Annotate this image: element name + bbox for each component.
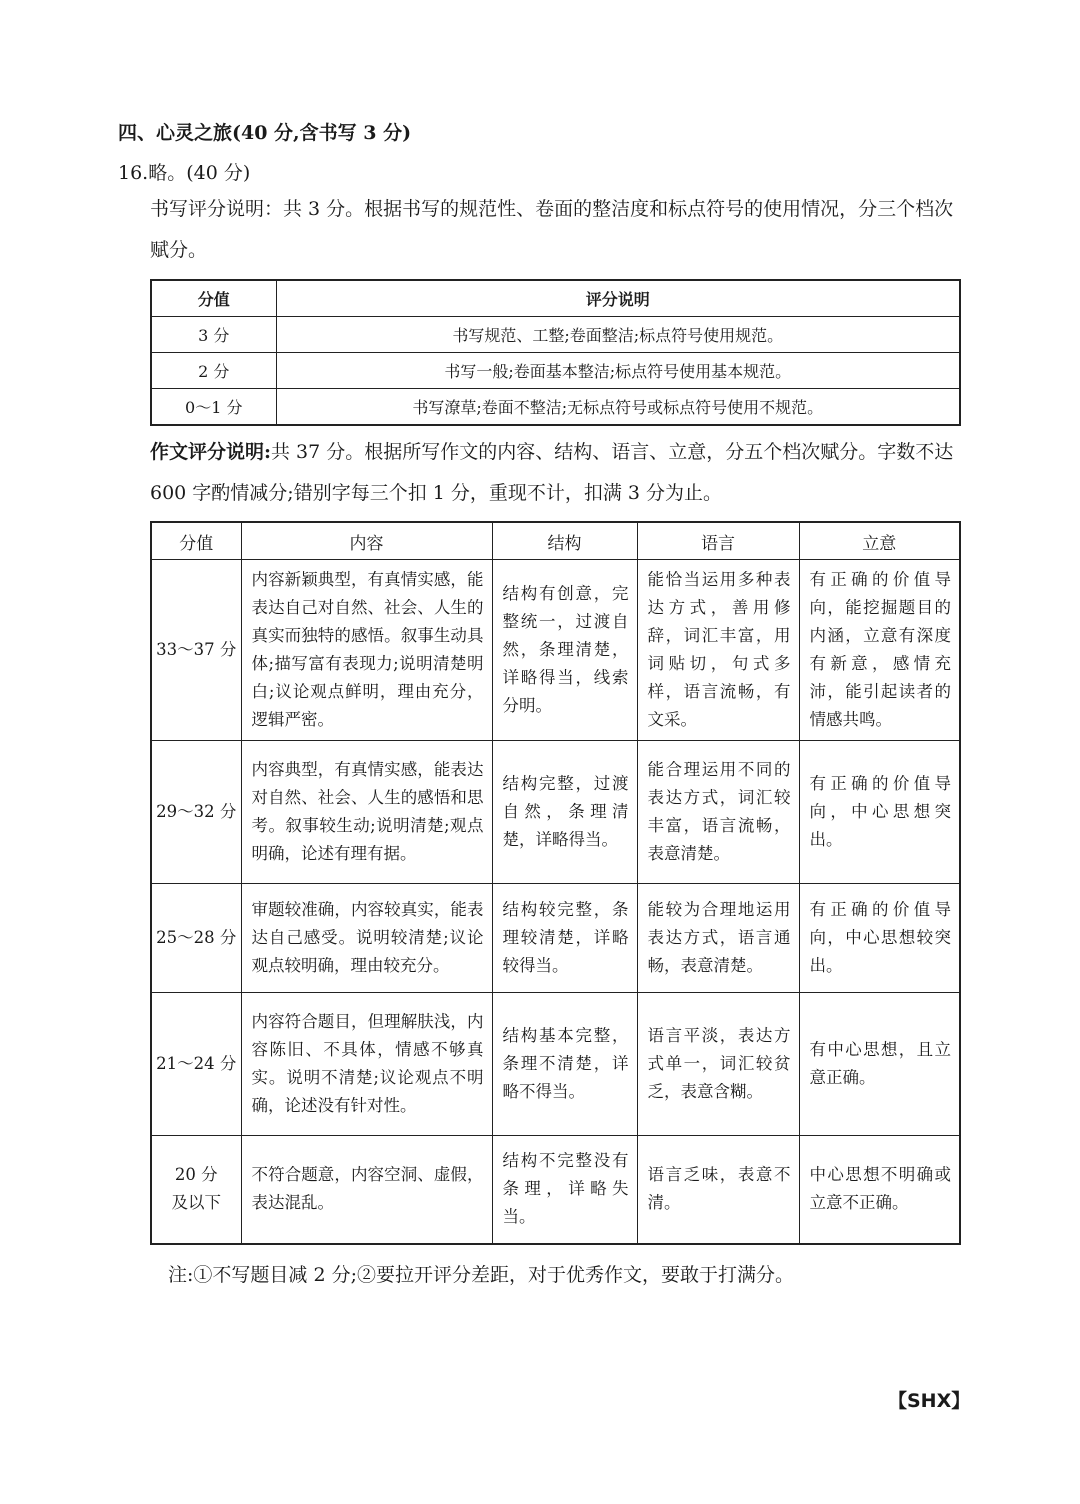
score-line: 20 分 bbox=[174, 1165, 218, 1185]
question-line: 16.略。(40 分) bbox=[118, 162, 251, 184]
header-cell: 分值 bbox=[151, 522, 241, 560]
table-row bbox=[151, 1136, 960, 1244]
score-cell: 21～24 分 bbox=[151, 993, 241, 1136]
score-cell: 3 分 bbox=[151, 317, 276, 353]
language-cell: 能合理运用不同的表达方式，词汇较丰富，语言流畅，表意清楚。 bbox=[637, 741, 799, 884]
writing-score-table bbox=[150, 279, 961, 426]
language-cell: 能较为合理地运用表达方式，语言通畅，表意清楚。 bbox=[637, 884, 799, 993]
desc-cell: 书写一般;卷面基本整洁;标点符号使用基本规范。 bbox=[276, 353, 960, 389]
idea-cell: 中心思想不明确或立意不正确。 bbox=[799, 1136, 960, 1244]
table-row bbox=[151, 993, 960, 1136]
structure-cell: 结构较完整，条理较清楚，详略较得当。 bbox=[492, 884, 637, 993]
desc-cell: 书写规范、工整;卷面整洁;标点符号使用规范。 bbox=[276, 317, 960, 353]
structure-cell: 结构基本完整，条理不清楚，详略不得当。 bbox=[492, 993, 637, 1136]
score-cell: 0～1 分 bbox=[151, 389, 276, 426]
essay-score-table bbox=[150, 521, 961, 1245]
table-header-row bbox=[151, 280, 960, 317]
score-cell: 25～28 分 bbox=[151, 884, 241, 993]
language-cell: 能恰当运用多种表达方式，善用修辞，词汇丰富，用词贴切，句式多样，语言流畅，有文采。 bbox=[637, 560, 799, 741]
score-cell bbox=[151, 1136, 241, 1244]
content-cell: 不符合题意，内容空洞、虚假，表达混乱。 bbox=[241, 1136, 492, 1244]
content-cell: 内容新颖典型，有真情实感，能表达自己对自然、社会、人生的真实而独特的感悟。叙事生动具体;描写富有表现力;说明清楚明白;议论观点鲜明，理由充分，逻辑严密。 bbox=[241, 560, 492, 741]
idea-cell: 有正确的价值导向，中心思想较突出。 bbox=[799, 884, 960, 993]
header-cell: 结构 bbox=[492, 522, 637, 560]
section-title: 四、心灵之旅(40 分,含书写 3 分) bbox=[118, 122, 412, 144]
content-cell: 内容符合题目，但理解肤浅，内容陈旧、不具体，情感不够真实。说明不清楚;议论观点不明确，论述没有针对性。 bbox=[241, 993, 492, 1136]
table-row bbox=[151, 389, 960, 426]
language-cell: 语言乏味，表意不清。 bbox=[637, 1136, 799, 1244]
content-cell: 内容典型，有真情实感，能表达对自然、社会、人生的感悟和思考。叙事较生动;说明清楚;观点明确，论述有理有据。 bbox=[241, 741, 492, 884]
essay-intro-lead: 作文评分说明: bbox=[150, 441, 272, 463]
table-row bbox=[151, 353, 960, 389]
footnote: 注:①不写题目减 2 分;②要拉开评分差距，对于优秀作文，要敢于打满分。 bbox=[168, 1264, 794, 1286]
score-cell: 2 分 bbox=[151, 353, 276, 389]
table-row bbox=[151, 884, 960, 993]
score-line: 及以下 bbox=[171, 1193, 221, 1213]
desc-cell: 书写潦草;卷面不整洁;无标点符号或标点符号使用不规范。 bbox=[276, 389, 960, 426]
header-cell: 语言 bbox=[637, 522, 799, 560]
header-cell: 立意 bbox=[799, 522, 960, 560]
idea-cell: 有正确的价值导向，中心思想突出。 bbox=[799, 741, 960, 884]
structure-cell: 结构有创意，完整统一，过渡自然，条理清楚，详略得当，线索分明。 bbox=[492, 560, 637, 741]
structure-cell: 结构完整，过渡自然，条理清楚，详略得当。 bbox=[492, 741, 637, 884]
structure-cell: 结构不完整没有条理，详略失当。 bbox=[492, 1136, 637, 1244]
essay-intro bbox=[150, 432, 965, 514]
score-cell: 33～37 分 bbox=[151, 560, 241, 741]
header-cell: 评分说明 bbox=[276, 280, 960, 317]
idea-cell: 有中心思想，且立意正确。 bbox=[799, 993, 960, 1136]
header-cell: 内容 bbox=[241, 522, 492, 560]
score-cell: 29～32 分 bbox=[151, 741, 241, 884]
writing-intro: 书写评分说明：共 3 分。根据书写的规范性、卷面的整洁度和标点符号的使用情况，分三个档次赋分。 bbox=[150, 198, 954, 261]
table-header-row bbox=[151, 522, 960, 560]
table-row bbox=[151, 317, 960, 353]
publisher-mark: 【SHX】 bbox=[888, 1390, 971, 1412]
table-row bbox=[151, 560, 960, 741]
content-cell: 审题较准确，内容较真实，能表达自己感受。说明较清楚;议论观点较明确，理由较充分。 bbox=[241, 884, 492, 993]
essay-intro-text: 共 37 分。根据所写作文的内容、结构、语言、立意，分五个档次赋分。字数不达 600 字酌情减分;错别字每三个扣 1 分，重现不计，扣满 3 分为止。 bbox=[150, 441, 954, 504]
header-cell: 分值 bbox=[151, 280, 276, 317]
idea-cell: 有正确的价值导向，能挖掘题目的内涵，立意有深度有新意，感情充沛，能引起读者的情感共鸣。 bbox=[799, 560, 960, 741]
table-row bbox=[151, 741, 960, 884]
language-cell: 语言平淡，表达方式单一，词汇较贫乏，表意含糊。 bbox=[637, 993, 799, 1136]
